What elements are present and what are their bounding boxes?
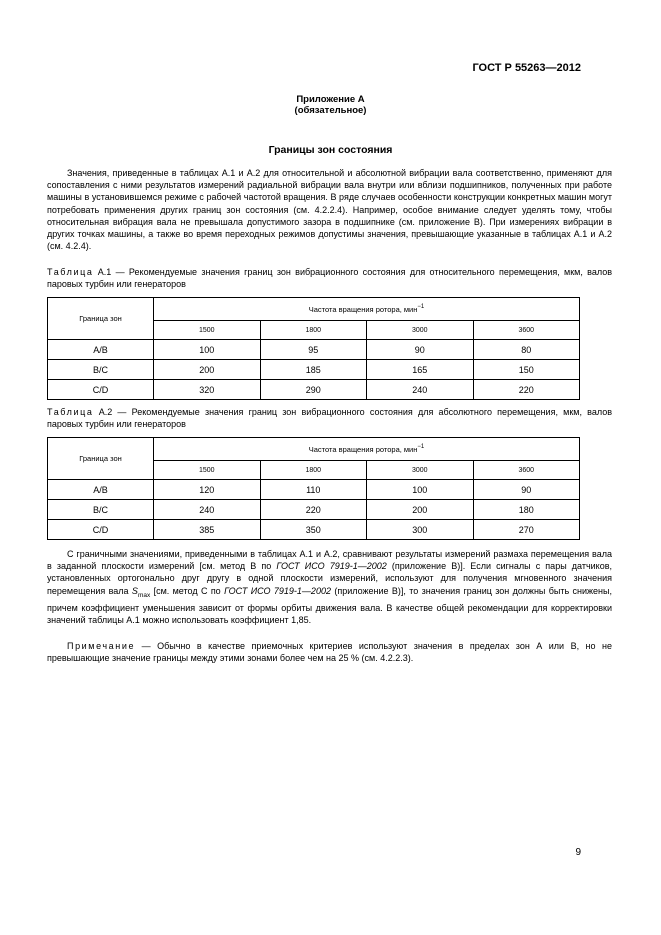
table1-label: Таблица [47, 267, 94, 277]
table-row [48, 480, 580, 500]
table2-value-cell: 350 [260, 520, 367, 540]
para2-s-symbol: S [131, 585, 138, 596]
table1-value-cell: 90 [367, 340, 474, 360]
para2-s-sub: max [137, 591, 151, 599]
table1 [47, 297, 580, 400]
table2-value-cell: 240 [154, 500, 261, 520]
table2-freq: 1500 [154, 461, 261, 480]
table2-value-cell: 220 [260, 500, 367, 520]
table1-freq-header-text: Частота вращения ротора, мин [308, 304, 418, 314]
table2-value-cell: 180 [473, 500, 580, 520]
table1-value-cell: 320 [154, 380, 261, 400]
table1-value-cell: 240 [367, 380, 474, 400]
table-row [48, 500, 580, 520]
table2 [47, 437, 580, 540]
table2-value-cell: 90 [473, 480, 580, 500]
table1-caption [47, 266, 612, 290]
para2-part3: [см. метод С по [150, 585, 225, 596]
table2-caption [47, 406, 612, 430]
table1-value-cell: 290 [260, 380, 367, 400]
table2-zone-header: Граница зон [48, 438, 154, 480]
section-title: Границы зон состояния [268, 144, 393, 156]
table1-value-cell: 150 [473, 360, 580, 380]
table2-zone-cell: A/B [48, 480, 154, 500]
table-row [48, 360, 580, 380]
para2-ref1: ГОСТ ИСО 7919-1—2002 [276, 561, 387, 572]
table1-value-cell: 100 [154, 340, 261, 360]
table-row [48, 380, 580, 400]
table2-freq: 1800 [260, 461, 367, 480]
table1-freq: 1800 [260, 321, 367, 340]
table1-freq-exp: −1 [417, 303, 425, 310]
appendix-title: Приложение А [296, 94, 365, 105]
table2-value-cell: 300 [367, 520, 474, 540]
table2-value-cell: 200 [367, 500, 474, 520]
table1-zone-cell: C/D [48, 380, 154, 400]
table1-value-cell: 165 [367, 360, 474, 380]
table2-value-cell: 120 [154, 480, 261, 500]
table1-freq: 1500 [154, 321, 261, 340]
note-text: — Обычно в качестве приемочных критериев используют значения в пределах зон А или В, но не превышающие значение границы между этими зонами более чем на 25 % (см. 4.2.2.3). [47, 641, 612, 664]
table2-freq-exp: −1 [417, 443, 425, 450]
appendix-heading [0, 94, 661, 116]
table1-value-cell: 80 [473, 340, 580, 360]
table1-zone-cell: B/C [48, 360, 154, 380]
table1-value-cell: 95 [260, 340, 367, 360]
table2-freq: 3600 [473, 461, 580, 480]
table-row [48, 340, 580, 360]
para2-part1: С граничными значениями, приведенными в таблицах А.1 и А.2, сравнивают результаты измерений размаха перемещения вала в заданной плоскости измерений [см. метод В по [47, 549, 612, 572]
table2-value-cell: 100 [367, 480, 474, 500]
note-label: Примечание [67, 641, 136, 651]
para2-ref2: ГОСТ ИСО 7919-1—2002 [224, 585, 331, 596]
table-row [48, 520, 580, 540]
table1-zone-header: Граница зон [48, 298, 154, 340]
table1-caption-text: А.1 — Рекомендуемые значения границ зон вибрационного состояния для относительного перемещения, мкм, валов паровых турбин или генераторов [47, 267, 612, 290]
para2-part4: (приложение В)], то значения границ зон должны быть снижены, причем коэффициент уменьшения зависит от формы орбиты движения вала. В качестве общей рекомендации для корректировки значений таблицы А.1 можно использовать коэффициент 1,85. [47, 585, 612, 625]
table2-value-cell: 270 [473, 520, 580, 540]
correction-paragraph [47, 548, 612, 626]
table2-value-cell: 385 [154, 520, 261, 540]
table1-freq-header [154, 298, 580, 321]
note-paragraph [47, 640, 612, 664]
page-number: 9 [575, 847, 581, 858]
table2-freq-header-text: Частота вращения ротора, мин [308, 444, 418, 454]
appendix-status: (обязательное) [294, 105, 367, 116]
intro-paragraph: Значения, приведенные в таблицах А.1 и А.2 для относительной и абсолютной вибрации вала соответственно, применяют для сопоставления с ними результатов измерений радиальной вибрации вала внутри или вблизи подшипников, полученных при работе машины в установившемся режиме с рабочей частотой вращения. В ряде случаев особенности конструкции конкретных машин могут потребовать применения других границ зон состояния (см. 4.2.2.4). Например, особое внимание следует уделять тому, чтобы относительная вибрация вала не превышала допустимого зазора в подшипнике (см. приложение В). При измерениях вибрации в других точках машины, а также во время переходных режимов допустимы значения, превышающие указанные в таблицах А.1 и А.2 (см. 4.2.4). [47, 168, 612, 252]
table2-label: Таблица [47, 407, 94, 417]
table2-freq-header [154, 438, 580, 461]
table1-freq: 3000 [367, 321, 474, 340]
table1-freq: 3600 [473, 321, 580, 340]
table2-caption-text: А.2 — Рекомендуемые значения границ зон вибрационного состояния для абсолютного перемещения, мкм, валов паровых турбин или генераторов [47, 407, 612, 430]
table2-zone-cell: B/C [48, 500, 154, 520]
table2-freq: 3000 [367, 461, 474, 480]
document-code: ГОСТ Р 55263—2012 [472, 62, 581, 74]
table2-zone-cell: C/D [48, 520, 154, 540]
table2-value-cell: 110 [260, 480, 367, 500]
para2-part2: (приложение В)]. Если сигналы с пары датчиков, установленных ортогонально друг другу в одной плоскости измерений, используют для получения мгновенного значения перемещения вала [47, 561, 612, 596]
table1-value-cell: 200 [154, 360, 261, 380]
table1-value-cell: 185 [260, 360, 367, 380]
table1-zone-cell: A/B [48, 340, 154, 360]
table1-value-cell: 220 [473, 380, 580, 400]
